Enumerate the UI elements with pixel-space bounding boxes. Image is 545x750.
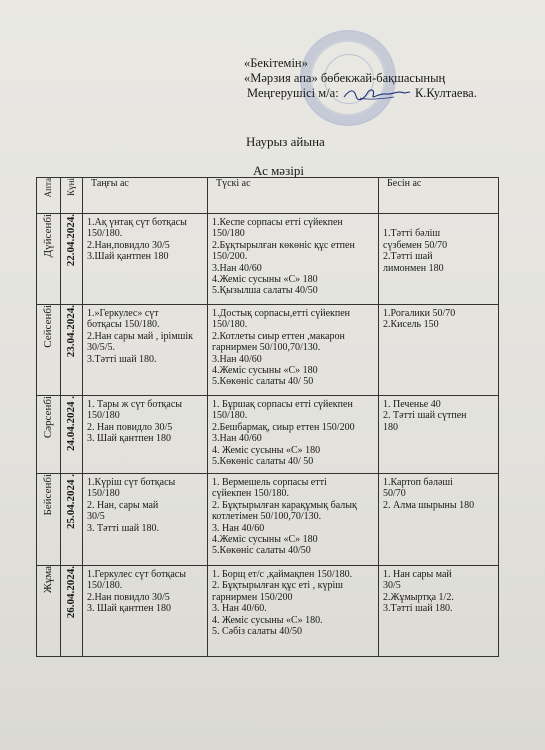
lunch-cell bbox=[208, 566, 379, 657]
lunch-cell bbox=[208, 396, 379, 474]
snack-cell bbox=[379, 214, 499, 305]
breakfast-items bbox=[83, 214, 207, 265]
breakfast-cell bbox=[83, 214, 208, 305]
date-label: 22.04.2024. bbox=[64, 214, 77, 267]
menu-line: 2.Котлеты сиыр еттен ,макарон bbox=[212, 330, 345, 342]
menu-line: 4. Жеміс сусыны «С» 180 bbox=[212, 444, 321, 456]
menu-line: 1. Нан сары май bbox=[383, 569, 452, 580]
menu-line: 1. Печенье 40 bbox=[383, 399, 441, 410]
head-label: Меңгерушісі м/а: bbox=[247, 86, 339, 100]
date-label: 23.04.2024. bbox=[64, 305, 77, 358]
menu-line: 3. Нан 40/60. bbox=[212, 603, 267, 615]
snack-items bbox=[379, 305, 498, 333]
menu-line: 4.Жеміс сусыны «С» 180 bbox=[212, 274, 318, 286]
menu-line: 2. Тәтті шай сүтпен bbox=[383, 410, 467, 422]
menu-line: 2.Бешбармақ, сиыр еттен 150/200 bbox=[212, 421, 355, 433]
menu-line: 3. Нан 40/60 bbox=[212, 522, 265, 534]
kindergarten-name: «Мәрзия апа» бөбекжай-бақшасының bbox=[244, 71, 446, 85]
menu-line: 1.Кеспе сорпасы етті сүйекпен bbox=[212, 217, 343, 228]
table-header-row bbox=[37, 178, 499, 214]
menu-line: 1.»Геркулес» сүт bbox=[87, 308, 159, 319]
menu-table-body bbox=[37, 214, 499, 657]
breakfast-cell bbox=[83, 566, 208, 657]
lunch-items bbox=[208, 396, 378, 469]
date-cell bbox=[61, 566, 83, 657]
head-name: К.Култаева. bbox=[414, 86, 477, 100]
menu-line: 2. Алма шырыны 180 bbox=[383, 499, 475, 511]
menu-line: 1. Тары ж сүт ботқасы bbox=[87, 399, 183, 410]
menu-line: 5.Көкөніс салаты 40/50 bbox=[212, 545, 311, 557]
breakfast-items bbox=[83, 396, 207, 447]
menu-line: 1. Бұршақ сорпасы етті сүйекпен bbox=[212, 399, 353, 410]
menu-line: 1.Тәтті бәліш bbox=[383, 228, 441, 240]
header-day bbox=[61, 178, 83, 214]
weekday-label: Жұма bbox=[41, 566, 54, 594]
weekday-cell bbox=[37, 214, 61, 305]
menu-line: 1.Геркулес сүт ботқасы bbox=[87, 569, 186, 580]
breakfast-cell bbox=[83, 305, 208, 396]
menu-line: 4. Жеміс сусыны «С» 180. bbox=[212, 614, 323, 626]
date-cell bbox=[61, 305, 83, 396]
approval-block bbox=[244, 56, 477, 101]
menu-line: 150/180. bbox=[87, 228, 123, 240]
page-title: Ас мәзірі bbox=[253, 163, 304, 178]
menu-line: 150/180 bbox=[87, 410, 120, 422]
weekday-label: Сәрсенбі bbox=[41, 396, 54, 439]
menu-line: 1.Достық сорпасы,етті сүйекпен bbox=[212, 308, 351, 319]
menu-line: 3. Тәтті шай 180. bbox=[87, 522, 160, 534]
menu-line: 30/5 bbox=[87, 511, 105, 523]
header-lunch: Түскі ас bbox=[208, 178, 379, 214]
lunch-items bbox=[208, 305, 378, 390]
weekday-cell bbox=[37, 305, 61, 396]
menu-line: 5.Көкөніс салаты 40/ 50 bbox=[212, 456, 314, 468]
snack-cell bbox=[379, 474, 499, 566]
menu-line: 3.Тәтті шай 180. bbox=[87, 353, 157, 365]
menu-line: 30/5 bbox=[383, 580, 401, 592]
weekday-label: Бейсенбі bbox=[41, 474, 54, 516]
menu-line: 1.Рогалики 50/70 bbox=[383, 308, 456, 319]
menu-line: 50/70 bbox=[383, 488, 406, 500]
menu-line: 1.Картоп бәләші bbox=[383, 477, 453, 488]
snack-items bbox=[379, 566, 498, 617]
menu-line: 5.Көкөніс салаты 40/ 50 bbox=[212, 376, 314, 388]
menu-line: 30/5/5. bbox=[87, 342, 116, 354]
lunch-items bbox=[208, 474, 378, 559]
menu-line: 4.Жеміс сусыны «С» 180 bbox=[212, 365, 318, 377]
weekday-cell bbox=[37, 566, 61, 657]
menu-line: 2. Нан, сары май bbox=[87, 499, 159, 511]
menu-line: 3. Шай қантпен 180 bbox=[87, 433, 172, 445]
menu-line: 3. Шай қантпен 180 bbox=[87, 603, 172, 615]
snack-cell bbox=[379, 396, 499, 474]
menu-line: 3.Шай қантпен 180 bbox=[87, 251, 169, 263]
breakfast-items bbox=[83, 566, 207, 617]
menu-line: 2.Нан повидло 30/5 bbox=[87, 591, 170, 603]
menu-line: 150/180 bbox=[87, 488, 120, 500]
menu-line: 180 bbox=[383, 421, 398, 433]
header-day-label: Күні bbox=[65, 178, 76, 196]
menu-line: 3.Нан 40/60 bbox=[212, 433, 262, 445]
menu-line: сүзбемен 50/70 bbox=[383, 239, 448, 251]
menu-line: 150/180. bbox=[87, 580, 123, 592]
menu-line: 1.Күріш сүт ботқасы bbox=[87, 477, 176, 488]
header-week-label: Апта bbox=[42, 178, 53, 198]
menu-line: 1. Вермешель сорпасы етті bbox=[212, 477, 327, 488]
menu-line: 2. Бұқтырылған құс еті , күріш bbox=[212, 580, 344, 592]
weekday-cell bbox=[37, 474, 61, 566]
menu-line: 1.Ақ үнтақ сүт ботқасы bbox=[87, 217, 187, 228]
menu-line: 3.Нан 40/60 bbox=[212, 262, 262, 274]
menu-line: лимонмен 180 bbox=[383, 262, 444, 274]
menu-line: 3.Тәтті шай 180. bbox=[383, 603, 453, 615]
menu-line: 2. Бұқтырылған карақұмық балық bbox=[212, 499, 357, 511]
header-snack: Бесін ас bbox=[379, 178, 499, 214]
menu-line: 2.Нан сары май , ірімшік bbox=[87, 330, 194, 342]
date-cell bbox=[61, 214, 83, 305]
snack-items bbox=[379, 396, 498, 435]
snack-items bbox=[379, 474, 498, 513]
head-signature-line bbox=[244, 86, 477, 101]
menu-line: ботқасы 150/180. bbox=[87, 319, 160, 331]
date-label: 24.04.2024 . bbox=[64, 396, 77, 451]
lunch-cell bbox=[208, 474, 379, 566]
menu-line: 150/180. bbox=[212, 410, 248, 422]
month-label: Наурыз айына bbox=[246, 134, 325, 149]
menu-line: 150/200. bbox=[212, 251, 248, 263]
breakfast-cell bbox=[83, 396, 208, 474]
menu-line: 150/180. bbox=[212, 319, 248, 331]
menu-line bbox=[383, 217, 495, 228]
menu-line: 4.Жеміс сусыны «С» 180 bbox=[212, 534, 318, 546]
date-cell bbox=[61, 396, 83, 474]
lunch-cell bbox=[208, 305, 379, 396]
date-cell bbox=[61, 474, 83, 566]
breakfast-items bbox=[83, 305, 207, 367]
date-label: 26.04.2024. bbox=[64, 566, 77, 619]
menu-line: 2. Нан повидло 30/5 bbox=[87, 421, 173, 433]
header-breakfast: Таңғы ас bbox=[83, 178, 208, 214]
menu-line: 3.Нан 40/60 bbox=[212, 353, 262, 365]
signature-icon bbox=[342, 87, 412, 101]
lunch-cell bbox=[208, 214, 379, 305]
breakfast-items bbox=[83, 474, 207, 536]
table-row bbox=[37, 305, 499, 396]
header-week bbox=[37, 178, 61, 214]
menu-line: котлетімен 50/100,70/130. bbox=[212, 511, 322, 523]
breakfast-cell bbox=[83, 474, 208, 566]
menu-line: 5. Сәбіз салаты 40/50 bbox=[212, 626, 303, 638]
menu-line: 2.Тәтті шай bbox=[383, 251, 433, 263]
date-label: 25.04.2024 . bbox=[64, 474, 77, 529]
weekday-label: Дүйсенбі bbox=[41, 214, 54, 258]
menu-line: 5.Қызылша салаты 40/50 bbox=[212, 285, 318, 297]
snack-cell bbox=[379, 566, 499, 657]
menu-line: гарнирмен 50/100,70/130. bbox=[212, 342, 321, 354]
menu-line: 2.Жұмыртқа 1/2. bbox=[383, 591, 454, 603]
lunch-items bbox=[208, 566, 378, 639]
menu-table bbox=[36, 177, 499, 657]
menu-line: 2.Кисель 150 bbox=[383, 319, 439, 331]
weekday-label: Сейсенбі bbox=[41, 305, 54, 348]
menu-line: 2.Бұқтырылған көкөніс құс етпен bbox=[212, 239, 355, 251]
weekday-cell bbox=[37, 396, 61, 474]
menu-line: 150/180 bbox=[212, 228, 245, 240]
menu-line: гарнирмен 150/200 bbox=[212, 591, 293, 603]
snack-items bbox=[379, 214, 498, 276]
table-row bbox=[37, 566, 499, 657]
table-row bbox=[37, 474, 499, 566]
lunch-items bbox=[208, 214, 378, 299]
approval-title: «Бекітемін» bbox=[244, 56, 308, 70]
snack-cell bbox=[379, 305, 499, 396]
menu-line: 2.Нан,повидло 30/5 bbox=[87, 239, 170, 251]
table-row bbox=[37, 214, 499, 305]
menu-line: 1. Борщ ет/с ,қаймақпен 150/180. bbox=[212, 569, 353, 580]
menu-line: сүйекпен 150/180. bbox=[212, 488, 290, 500]
table-row bbox=[37, 396, 499, 474]
